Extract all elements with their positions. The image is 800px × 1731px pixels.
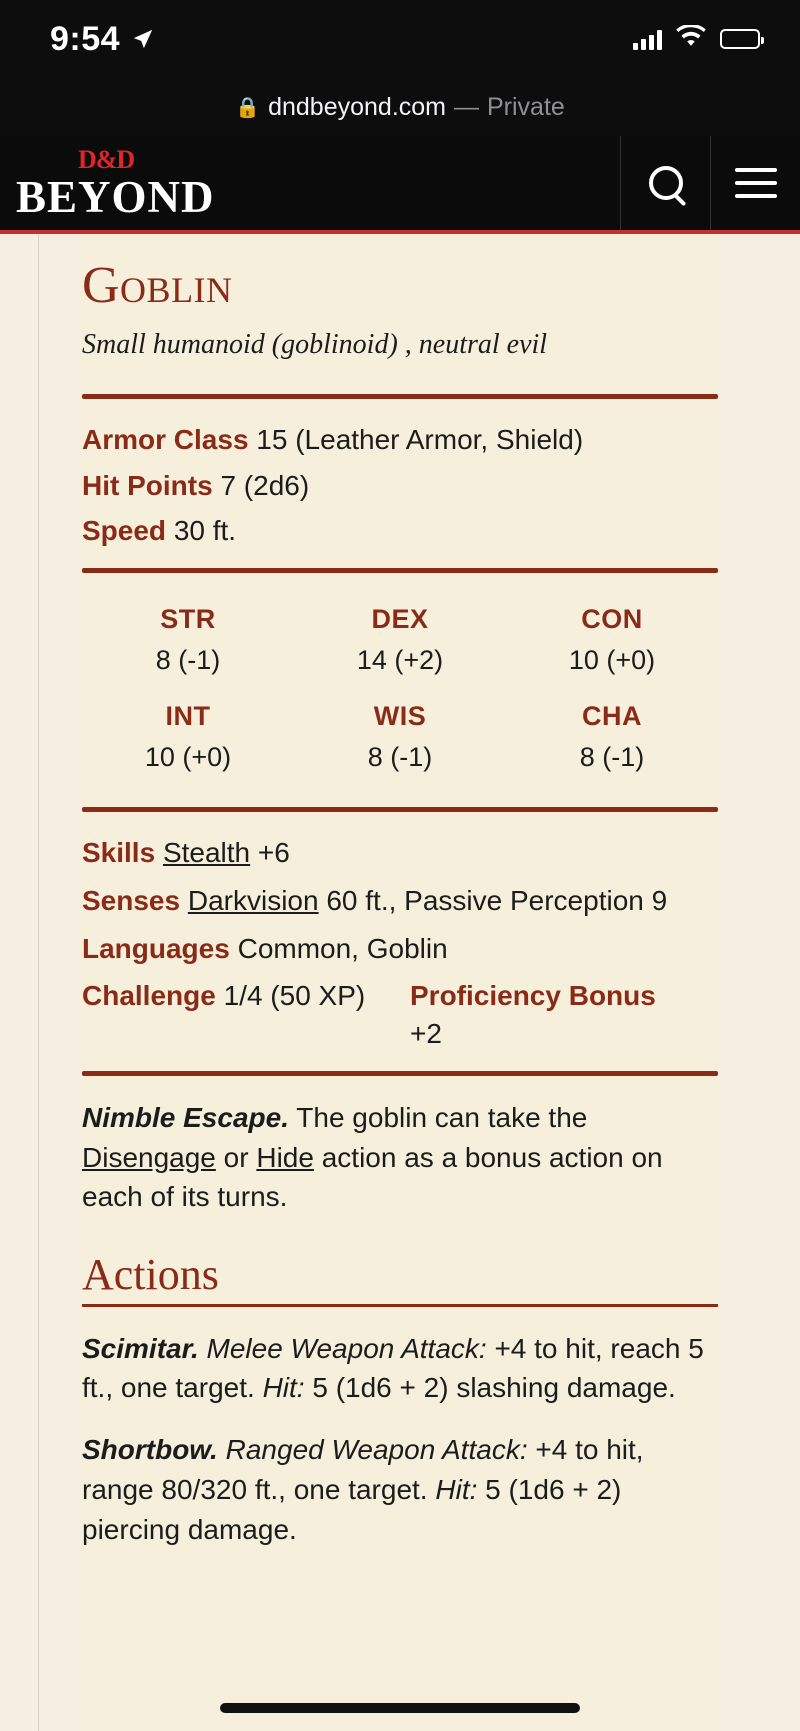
ability-int-value: 10 (+0) [144, 741, 232, 772]
challenge-label: Challenge [82, 980, 216, 1012]
divider-abilities-bottom [82, 1071, 718, 1076]
action-scimitar [82, 1329, 718, 1409]
private-label: Private [487, 92, 565, 121]
action-attack-detail: +4 to hit, reach 5 ft., one target. [82, 1332, 704, 1404]
languages-line [82, 930, 718, 968]
wifi-icon [676, 25, 706, 53]
senses-label: Senses [82, 884, 181, 916]
skills-label: Skills [82, 836, 156, 868]
lock-icon: 🔒 [235, 96, 261, 119]
ability-str-value: 8 (-1) [155, 644, 221, 675]
ability-row-physical [82, 595, 718, 692]
ability-con-value: 10 (+0) [568, 644, 656, 675]
hit-points-line [82, 467, 718, 505]
senses-line [82, 882, 718, 920]
action-attack-type: Melee Weapon Attack: [206, 1332, 487, 1364]
home-indicator [220, 1703, 580, 1713]
divider-actions [82, 1304, 718, 1307]
divider-abilities [82, 568, 718, 573]
speed-label: Speed [82, 515, 167, 547]
disengage-link[interactable]: Disengage [82, 1141, 216, 1173]
ability-wis [294, 692, 506, 789]
ability-wis-label: WIS [373, 701, 427, 732]
action-name: Scimitar. [82, 1332, 199, 1364]
status-clock: 9:54 [50, 19, 121, 58]
ability-con [506, 595, 718, 692]
ability-dex [294, 595, 506, 692]
hide-link[interactable]: Hide [256, 1141, 314, 1173]
ability-int-label: INT [165, 701, 211, 732]
action-attack-type: Ranged Weapon Attack: [225, 1434, 528, 1466]
action-hit-detail: 5 (1d6 + 2) slashing damage. [304, 1372, 676, 1404]
page-title: Goblin [82, 257, 233, 314]
skills-value: +6 [257, 836, 290, 868]
action-hit-label: Hit: [435, 1473, 478, 1505]
armor-class-line [82, 421, 718, 459]
ability-cha-label: CHA [582, 701, 642, 732]
page-content [0, 234, 800, 1731]
logo-dnd-text: D&D [78, 144, 135, 174]
status-bar [0, 0, 800, 78]
ability-cha [506, 692, 718, 789]
url-host: dndbeyond.com [268, 92, 446, 121]
ability-con-label: CON [581, 604, 643, 635]
hamburger-menu-icon [735, 168, 777, 198]
senses-value: 60 ft., Passive Perception 9 [326, 884, 668, 916]
hit-points-value: 7 (2d6) [220, 469, 310, 501]
trait-text-1: The goblin can take the [296, 1101, 588, 1133]
trait-nimble-escape [82, 1098, 718, 1217]
ability-dex-value: 14 (+2) [356, 644, 444, 675]
actions-heading: Actions [82, 1250, 219, 1300]
menu-button[interactable] [710, 136, 800, 230]
ability-str-label: STR [160, 604, 216, 635]
challenge-value: 1/4 (50 XP) [223, 980, 366, 1012]
divider-top [82, 394, 718, 399]
action-name: Shortbow. [82, 1434, 218, 1466]
creature-type-line: Small humanoid (goblinoid) , neutral evil [82, 329, 548, 360]
armor-class-value: 15 (Leather Armor, Shield) [256, 423, 584, 455]
speed-line [82, 512, 718, 550]
logo-beyond-text: BEYOND [16, 171, 215, 222]
skills-line [82, 834, 718, 872]
status-bar-left [50, 20, 154, 59]
ability-dex-label: DEX [371, 604, 429, 635]
ability-row-mental [82, 692, 718, 789]
location-arrow-icon [132, 28, 154, 50]
url-separator: — [454, 92, 479, 121]
skills-stealth-link[interactable]: Stealth [162, 836, 251, 868]
action-hit-detail: 5 (1d6 + 2) piercing damage. [82, 1473, 622, 1545]
trait-name: Nimble Escape. [82, 1101, 289, 1133]
languages-label: Languages [82, 932, 230, 964]
browser-url-bar[interactable] [0, 78, 800, 136]
cellular-signal-icon [633, 28, 662, 50]
senses-darkvision-link[interactable]: Darkvision [187, 884, 319, 916]
proficiency-value: +2 [410, 1018, 442, 1050]
divider-traits [82, 807, 718, 812]
trait-text-2: or [215, 1141, 257, 1173]
speed-value: 30 ft. [173, 515, 237, 547]
hit-points-label: Hit Points [82, 469, 213, 501]
status-bar-right [633, 25, 760, 53]
ability-wis-value: 8 (-1) [367, 741, 433, 772]
ability-str [82, 595, 294, 692]
trait-text-3: action as a bonus action on each of its turns. [82, 1141, 663, 1213]
challenge-cell [82, 977, 390, 1053]
site-header [0, 136, 800, 234]
action-hit-label: Hit: [262, 1372, 305, 1404]
action-shortbow [82, 1430, 718, 1549]
battery-icon [720, 29, 760, 49]
proficiency-label: Proficiency Bonus [410, 980, 656, 1012]
armor-class-label: Armor Class [82, 423, 249, 455]
monster-stat-block [80, 234, 720, 1731]
challenge-row [82, 977, 718, 1053]
ability-cha-value: 8 (-1) [579, 741, 645, 772]
languages-value: Common, Goblin [237, 932, 448, 964]
action-attack-detail: +4 to hit, range 80/320 ft., one target. [82, 1434, 644, 1505]
proficiency-cell [410, 977, 718, 1053]
ability-scores [82, 595, 718, 789]
search-button[interactable] [620, 136, 710, 230]
search-icon [649, 166, 683, 200]
site-logo[interactable] [0, 136, 620, 230]
ability-int [82, 692, 294, 789]
